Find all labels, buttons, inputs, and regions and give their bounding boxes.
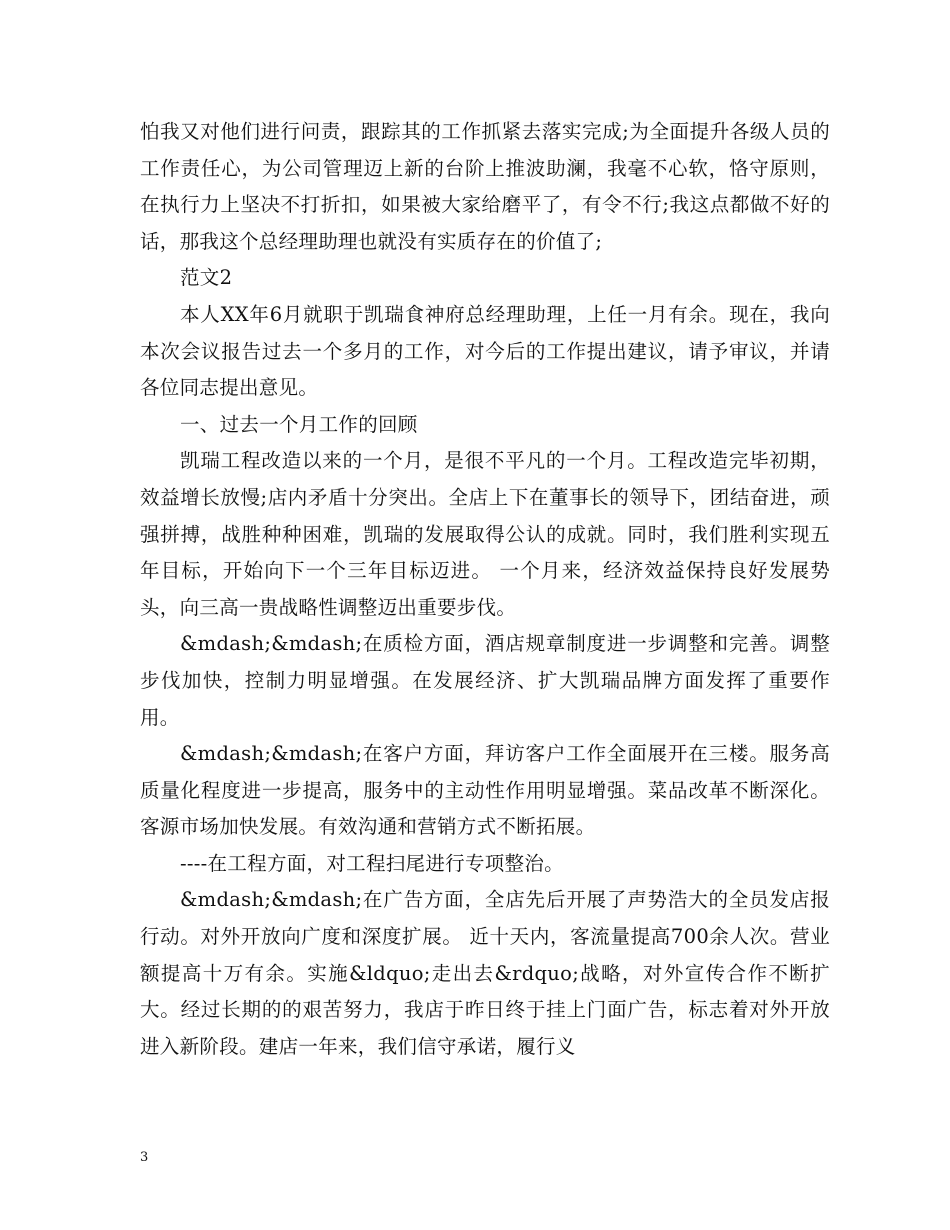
section-heading-sample-2: 范文2 xyxy=(180,266,233,290)
paragraph-quality: &mdash;&mdash;在质检方面，酒店规章制度进一步调整和完善。调整步伐加快，控制力明显增强。在发展经济、扩大凯瑞品牌方面发挥了重要作用。 xyxy=(140,632,830,729)
paragraph-engineering: ----在工程方面，对工程扫尾进行专项整治。 xyxy=(180,851,564,875)
page-number: 3 xyxy=(140,1150,149,1165)
section-heading-review: 一、过去一个月工作的回顾 xyxy=(180,412,418,436)
document-body xyxy=(140,114,830,1065)
paragraph-customer: &mdash;&mdash;在客户方面，拜访客户工作全面展开在三楼。服务高质量化程度进一步提高，服务中的主动性作用明显增强。菜品改革不断深化。客源市场加快发展。有效沟通和营销方式不断拓展。 xyxy=(140,742,830,839)
paragraph-continuation: 怕我又对他们进行问责，跟踪其的工作抓紧去落实完成;为全面提升各级人员的工作责任心，为公司管理迈上新的台阶上推波助澜，我毫不心软，恪守原则，在执行力上坚决不打折扣，如果被大家给磨平了，有令不行;我这点都做不好的话，那我这个总经理助理也就没有实质存在的价值了; xyxy=(140,120,830,253)
paragraph-intro: 本人XX年6月就职于凯瑞食神府总经理助理，上任一月有余。现在，我向本次会议报告过去一个多月的工作，对今后的工作提出建议，请予审议，并请各位同志提出意见。 xyxy=(140,302,830,400)
paragraph-advertising: &mdash;&mdash;在广告方面，全店先后开展了声势浩大的全员发店报行动。对外开放向广度和深度扩展。 近十天内，客流量提高700余人次。营业额提高十万有余。实施&ldquo;走出去&rdquo;战略，对外宣传合作不断扩大。经过长期的的艰苦努力，我店于昨日终于挂上门面广告，标志着对外开放进入新阶段。建店一年来，我们信守承诺，履行义 xyxy=(140,888,830,1058)
paragraph-review: 凯瑞工程改造以来的一个月，是很不平凡的一个月。工程改造完毕初期，效益增长放慢;店内矛盾十分突出。全店上下在董事长的领导下，团结奋进，顽强拼搏，战胜种种困难，凯瑞的发展取得公认的成就。同时，我们胜利实现五年目标，开始向下一个三年目标迈进。 一个月来，经济效益保持良好发展势头，向三高一贵战略性调整迈出重要步伐。 xyxy=(140,449,830,619)
